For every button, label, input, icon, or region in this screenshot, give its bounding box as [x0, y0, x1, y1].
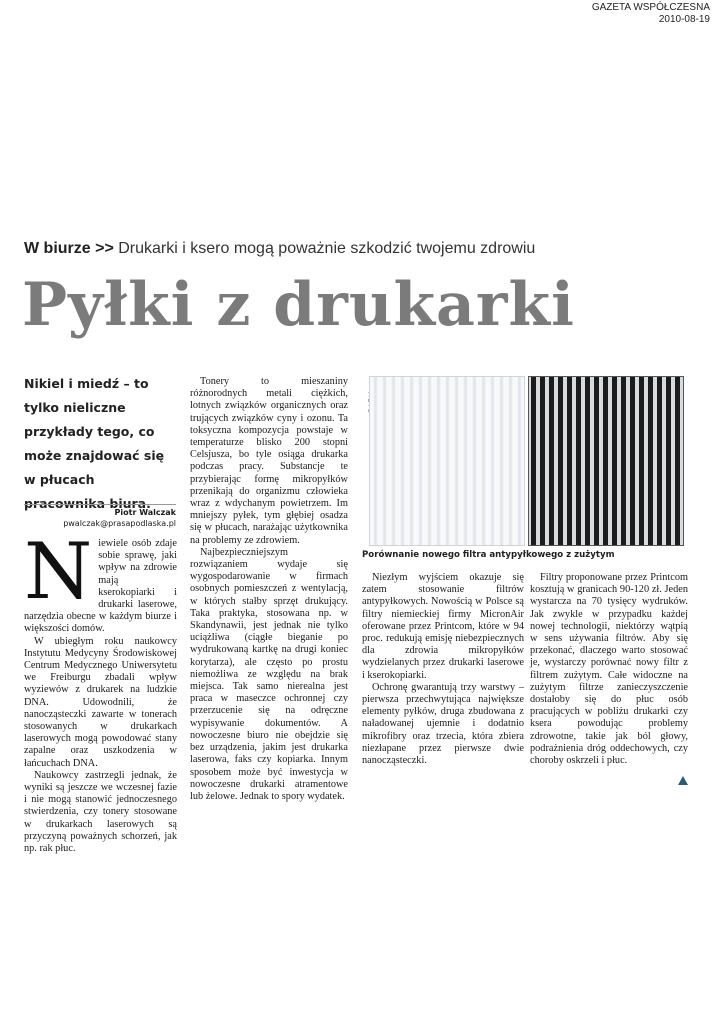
author-email: pwalczak@prasapodlaska.pl: [63, 519, 176, 528]
article-column-4: [530, 572, 688, 767]
masthead: [592, 2, 710, 26]
kicker: [24, 240, 704, 258]
publication-date: 2010-08-19: [658, 14, 710, 25]
kicker-section: W biurze >>: [24, 240, 114, 257]
new-filter-photo: [369, 376, 525, 546]
body-paragraph-3: Naukowcy zastrzegli jednak, że wyniki są jeszcze we wczesnej fazie i nie mogą stanowić jednoczesnego stwierdzenia, czy tonery stosowane w drukarkach laserowych są przyczyną poważnych schorzeń, jak np. rak płuc.: [24, 769, 177, 855]
body-paragraph-5: Najbezpieczniejszym rozwiązaniem wydaje się wygospodarowanie w firmach osobnych pomieszczeń z wentylacją, w których stałby sprzęt drukujący. Taka praktyka, stosowana np. w Skandynawii, jest jednak nie tylko uciążliwa (ciągłe bieganie po wydrukowaną kartkę na drugi koniec korytarza), ale często po prostu niemożliwa ze względu na brak miejsca. Tak samo nierealna jest praca w maseczce ochronnej czy przerzucenie się na odręczne wypisywanie dokumentów. A nowoczesne biuro nie obejdzie się bez urządzenia, jakim jest drukarka laserowa, faks czy kopiarka. Innym sposobem może być inwestycja w nowoczesne drukarki atramentowe lub żelowe. Jednak to spory wydatek.: [190, 546, 348, 802]
article-column-1: [24, 527, 177, 855]
body-paragraph-6: Niezłym wyjściem okazuje się zatem stosowanie filtrów antypyłkowych. Nowością w Polsce są filtry niemieckiej firmy MicronAir oferowane przez Printcom, które w 94 proc. redukują emisję niebezpiecznych dla zdrowia mikropyłków wydzielanych przez drukarki laserowe i kserokopiarki.: [362, 572, 524, 681]
used-filter-image: [529, 377, 683, 545]
headline: Pyłki z drukarki: [22, 270, 575, 340]
author-name: Piotr Walczak: [114, 508, 176, 517]
publication-name: GAZETA WSPÓŁCZESNA: [591, 2, 710, 13]
kicker-text: Drukarki i ksero mogą poważnie szkodzić twojemu zdrowiu: [118, 240, 536, 257]
body-paragraph-4: Tonery to mieszaniny różnorodnych metali ciężkich, lotnych związków organicznych oraz trujących związków cyny i ozonu. Ta toksyczna kompozycja powstaje w temperaturze blisko 200 stopni Celsjusza, bo tyle osiąga drukarka podczas pracy. Substancje te przybierając formę mikropyłków przenikają do organizmu człowieka wraz z wdychanym powietrzem. Im mniejszy pyłek, tym głębiej osadza się w płucach, narażając użytkownika na problemy ze zdrowiem.: [190, 376, 348, 546]
byline: [24, 504, 176, 529]
article-column-3: [362, 572, 524, 767]
new-filter-image: [370, 377, 524, 545]
photo-caption: Porównanie nowego filtra antypyłkowego z zużytym: [362, 550, 615, 560]
used-filter-photo: [528, 376, 684, 546]
body-paragraph-7: Ochronę gwarantują trzy warstwy – pierwsza przechwytująca największe elementy pyłków, druga zbudowana z naładowanej ujemnie i dodatnio mikrofibry oraz trzecia, która zbiera niezłapane przez pierwsze dwie nanocząsteczki.: [362, 681, 524, 767]
end-of-article-triangle-icon: [678, 776, 688, 785]
body-paragraph-1: Niewiele osób zdaje sobie sprawę, jaki wpływ na zdrowie mają kserokopiarki i drukarki laserowe, narzędzia obecne w każdym biurze i większości domów.: [24, 527, 177, 635]
lead-paragraph: Nikiel i miedź – to tylko nieliczne przykłady tego, co może znajdować się w płucach pracownika biura.: [24, 376, 165, 511]
body-paragraph-2: W ubiegłym roku naukowcy Instytutu Medycyny Środowiskowej Centrum Medycznego Uniwersytetu we Freiburgu zbadali wpływ wyziewów z drukarek na ludzkie DNA. Udowodnili, że nanocząsteczki zawarte w tonerach stosowanych w drukarkach laserowych mogą powodować stany zapalne oraz uszkodzenia w łańcuchach DNA.: [24, 635, 177, 769]
drop-cap: N: [24, 527, 93, 617]
article-column-2: [190, 376, 348, 803]
body-paragraph-8: Filtry proponowane przez Printcom kosztują w granicach 90-120 zł. Jeden wystarcza na 70 tysięcy wydruków. Jak zwykle w przypadku każdej nowej technologii, niektórzy wątpią w sens używania filtrów. Aby się przekonać, dlaczego warto stosować je, wystarczy porównać nowy filtr z filtrem zużytym. Całe widoczne na zużytym filtrze zanieczyszczenie dostałoby się do płuc osób pracujących w pobliżu drukarki czy ksera powodując problemy zdrowotne, takie jak ból głowy, podrażnienia dróg oddechowych, czy choroby oskrzeli i płuc.: [530, 572, 688, 767]
